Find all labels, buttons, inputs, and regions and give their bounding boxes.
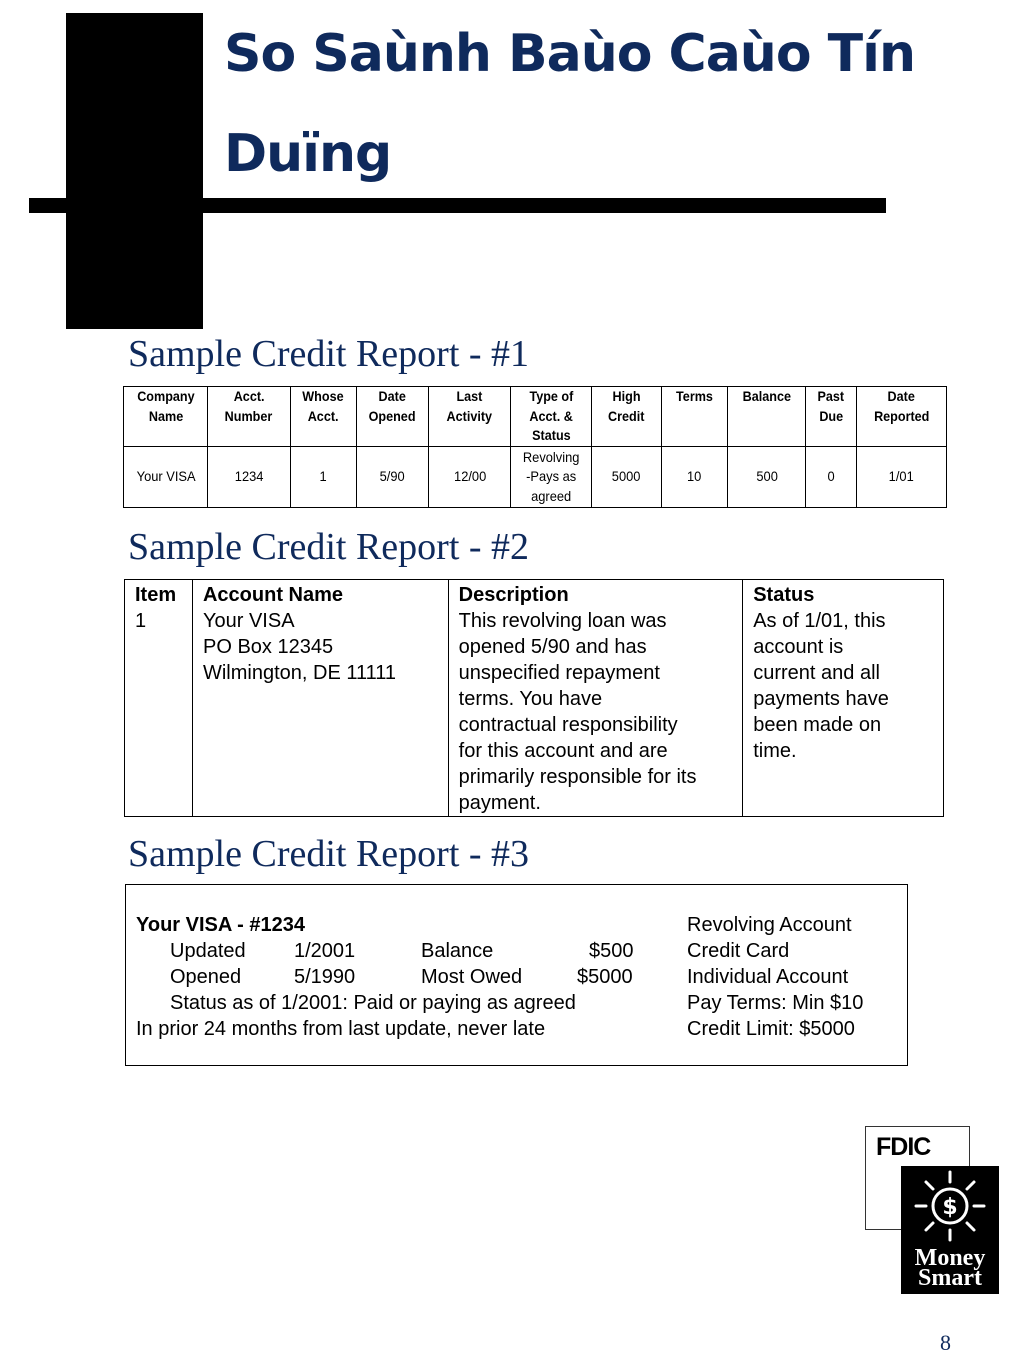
report3-balance-label: Balance: [421, 940, 494, 962]
report2-line: current and all: [753, 662, 880, 684]
report1-data-cell: [514, 447, 588, 508]
report1-table: [123, 386, 947, 508]
report1-header-text: Name: [148, 407, 183, 424]
report3-opened-value: 5/1990: [294, 966, 356, 988]
report2-table: [124, 579, 944, 817]
report2-line: contractual responsibility: [458, 714, 678, 736]
report1-cell-text: 12/00: [453, 468, 486, 485]
report2-header: Account Name: [202, 584, 344, 606]
report2-heading: Sample Credit Report - #2: [128, 526, 530, 568]
report2-line: terms. You have: [458, 688, 603, 710]
report1-header-cell: [661, 387, 727, 447]
report3-balance-value: $500: [589, 940, 634, 962]
report2-header: Status: [753, 584, 815, 606]
report1-cell-text: -Pays as: [525, 468, 577, 485]
report3-right-line: Revolving Account: [687, 914, 852, 936]
report1-header-text: Opened: [368, 407, 416, 424]
decorative-black-block: [66, 13, 203, 329]
report1-header-text: Credit: [608, 407, 645, 424]
report1-data-cell: [127, 447, 205, 508]
report2-line: unspecified repayment: [458, 662, 660, 684]
report3-heading: Sample Credit Report - #3: [128, 833, 530, 875]
report1-cell-text: 10: [687, 468, 702, 485]
report2-line: This revolving loan was: [458, 610, 667, 632]
report1-header-text: Type of: [529, 388, 573, 404]
report3-account: Your VISA - #1234: [136, 914, 305, 936]
report1-data-cell: [293, 447, 354, 508]
report3-right-line: Credit Limit: $5000: [687, 1018, 855, 1040]
svg-text:$: $: [942, 1195, 958, 1220]
report1-header-text: Number: [225, 407, 273, 424]
report1-header-text: Acct.: [233, 388, 265, 404]
report1-cell-text: Revolving: [522, 448, 580, 465]
report1-header-cell: [356, 387, 428, 447]
report1-header-text: Status: [531, 427, 571, 443]
report1-header-text: High: [612, 388, 641, 404]
report1-header-text: Company: [136, 388, 195, 404]
report1-header-cell: [124, 387, 208, 447]
report2-header: Description: [458, 584, 569, 606]
report2-line: 1: [135, 610, 147, 632]
report2-cell: [125, 580, 193, 817]
report1-cell-text: Your VISA: [136, 468, 196, 485]
fdic-wordmark: FDIC: [876, 1133, 931, 1161]
report1-header-text: Due: [819, 407, 843, 424]
report1-data-cell: [359, 447, 425, 508]
page-number: 8: [940, 1330, 951, 1355]
report1-header-text: Terms: [676, 388, 713, 404]
report1-header-text: Past: [817, 388, 845, 404]
report2-line: been made on: [753, 714, 882, 736]
money-smart-panel: [901, 1166, 999, 1294]
sun-dollar-icon: [901, 1166, 999, 1246]
report1-heading: Sample Credit Report - #1: [128, 333, 530, 375]
report2-cell: [448, 580, 743, 817]
report1-header-cell: [290, 387, 356, 447]
report2-row: [125, 580, 944, 817]
decorative-rule-left: [29, 198, 66, 213]
report3-right-line: Credit Card: [687, 940, 790, 962]
report2-header: Item: [135, 584, 177, 606]
report2-line: payment.: [458, 792, 541, 814]
report2-cell: [192, 580, 448, 817]
slide-title: So Saùnh Baùo Caùo Tín Duïng: [224, 24, 915, 184]
report1-header-cell: [856, 387, 946, 447]
report3-box: [125, 884, 908, 1066]
smart-text: Smart: [918, 1265, 982, 1291]
report3-opened-label: Opened: [170, 966, 242, 988]
report1-data-cell: [808, 447, 854, 508]
report2-line: account is: [753, 636, 844, 658]
report1-cell-text: 1/01: [888, 468, 914, 485]
report1-header-cell: [591, 387, 661, 447]
report3-right-line: Pay Terms: Min $10: [687, 992, 864, 1014]
report1-header-text: Reported: [873, 407, 929, 424]
report1-cell-text: 0: [827, 468, 835, 485]
report1-cell-text: 1234: [234, 468, 264, 485]
report1-data-cell: [594, 447, 659, 508]
report1-cell-text: 5000: [611, 468, 641, 485]
report2-line: As of 1/01, this: [753, 610, 886, 632]
report1-header-text: Last: [456, 388, 483, 404]
report1-data-cell: [731, 447, 803, 508]
report2-line: Your VISA: [202, 610, 295, 632]
report1-header-cell: [806, 387, 856, 447]
report1-data-cell: [860, 447, 943, 508]
report1-cell-text: 500: [756, 468, 778, 485]
report1-header-text: Activity: [446, 407, 493, 424]
report1-header-cell: [511, 387, 591, 447]
report1-header-text: Date: [378, 388, 407, 404]
report2-line: time.: [753, 740, 797, 762]
report2-line: primarily responsible for its: [458, 766, 697, 788]
report3-history-line: In prior 24 months from last update, never late: [136, 1018, 546, 1040]
report2-line: payments have: [753, 688, 889, 710]
money-text: Money: [914, 1245, 986, 1271]
report1-cell-text: 1: [319, 468, 327, 485]
report2-cell: [743, 580, 944, 817]
report3-updated-value: 1/2001: [294, 940, 356, 962]
report3-updated-label: Updated: [170, 940, 246, 962]
report1-header-cell: [728, 387, 806, 447]
report1-data-cell: [211, 447, 287, 508]
report1-data-cell: [432, 447, 508, 508]
report3-right-line: Individual Account: [687, 966, 849, 988]
report2-line: Wilmington, DE 11111: [202, 662, 397, 684]
report1-header-text: Whose: [302, 388, 344, 404]
report1-header-text: Date: [887, 388, 915, 404]
report1-header-text: Acct. &: [529, 407, 573, 424]
report1-header-cell: [429, 387, 511, 447]
report1-cell-text: agreed: [530, 487, 572, 504]
report1-header-cell: [208, 387, 290, 447]
report3-status-line: Status as of 1/2001: Paid or paying as agreed: [170, 992, 576, 1014]
report1-header-text: Acct.: [307, 407, 339, 424]
report1-header-row: [124, 387, 947, 447]
report1-header-text: Balance: [742, 388, 791, 404]
fdic-money-smart-logo: [865, 1126, 1001, 1296]
report1-data-cell: [664, 447, 725, 508]
report2-line: for this account and are: [458, 740, 668, 762]
report2-line: PO Box 12345: [202, 636, 334, 658]
report1-data-row: [124, 447, 947, 508]
report3-most-owed-value: $5000: [577, 966, 633, 988]
report1-cell-text: 5/90: [379, 468, 405, 485]
report2-line: opened 5/90 and has: [458, 636, 647, 658]
report3-most-owed-label: Most Owed: [421, 966, 523, 988]
